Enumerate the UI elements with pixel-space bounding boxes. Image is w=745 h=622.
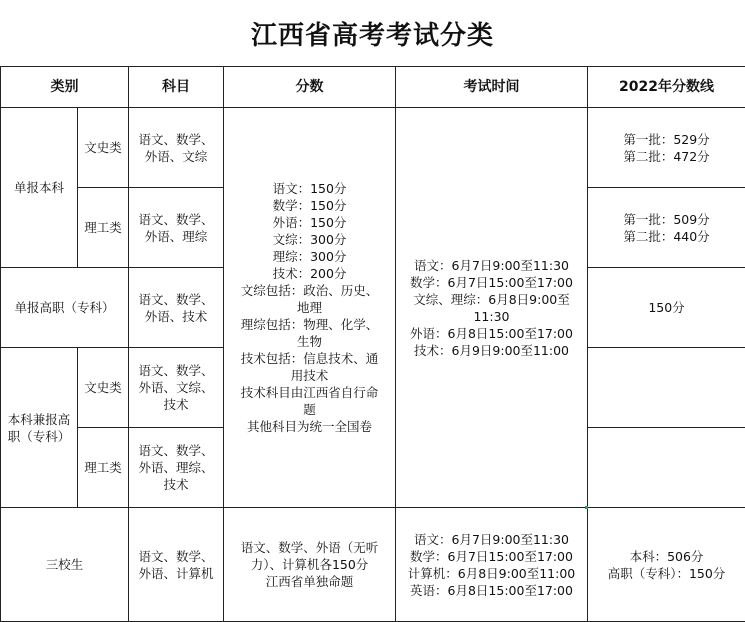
cutoff-cell-empty bbox=[588, 348, 745, 428]
table-row bbox=[1, 108, 745, 188]
exam-time-cell: 语文：6月7日9:00至11:30 数学：6月7日15:00至17:00 计算机：6月8日9:00至11:00 英语：6月8日15:00至17:00 bbox=[396, 508, 588, 622]
category-vocational-only: 单报高职（专科） bbox=[1, 268, 129, 348]
scores-cell: 语文、数学、外语（无听 力）、计算机各150分 江西省单独命题 bbox=[224, 508, 396, 622]
category-undergrad-only: 单报本科 bbox=[1, 108, 78, 268]
subcategory-arts: 文史类 bbox=[78, 108, 129, 188]
subjects-cell: 语文、数学、 外语、理综、 技术 bbox=[129, 428, 224, 508]
cutoff-cell: 本科：506分 高职（专科）：150分 bbox=[588, 508, 745, 622]
subjects-cell: 语文、数学、 外语、理综 bbox=[129, 188, 224, 268]
subjects-cell: 语文、数学、 外语、文综、 技术 bbox=[129, 348, 224, 428]
cutoff-cell: 第一批：529分 第二批：472分 bbox=[588, 108, 745, 188]
subcategory-science: 理工类 bbox=[78, 428, 129, 508]
header-category: 类别 bbox=[1, 67, 129, 108]
subjects-cell: 语文、数学、 外语、文综 bbox=[129, 108, 224, 188]
cutoff-cell: 150分 bbox=[588, 268, 745, 348]
header-subjects: 科目 bbox=[129, 67, 224, 108]
header-scores: 分数 bbox=[224, 67, 396, 108]
header-cutoff: 2022年分数线 bbox=[588, 67, 745, 108]
subjects-cell: 语文、数学、 外语、技术 bbox=[129, 268, 224, 348]
category-both: 本科兼报高 职（专科） bbox=[1, 348, 78, 508]
exam-classification-table bbox=[0, 66, 745, 622]
accent-mark bbox=[585, 506, 588, 509]
subcategory-science: 理工类 bbox=[78, 188, 129, 268]
exam-time-shared-cell: 语文：6月7日9:00至11:30 数学：6月7日15:00至17:00 文综、理综：6月8日9:00至 11:30 外语：6月8日15:00至17:00 技术：6月9日9:00至11:00 bbox=[396, 108, 588, 508]
cutoff-cell-empty bbox=[588, 428, 745, 508]
scores-shared-cell: 语文：150分 数学：150分 外语：150分 文综：300分 理综：300分 技术：200分 文综包括：政治、历史、 地理 理综包括：物理、化学、 生物 技术包括：信息技术、通 用技术 技术科目由江西省自行命 题 其他科目为统一全国卷 bbox=[224, 108, 396, 508]
table-row bbox=[1, 508, 745, 622]
page-title: 江西省高考考试分类 bbox=[250, 20, 494, 51]
subcategory-arts: 文史类 bbox=[78, 348, 129, 428]
subjects-cell: 语文、数学、 外语、计算机 bbox=[129, 508, 224, 622]
cutoff-cell: 第一批：509分 第二批：440分 bbox=[588, 188, 745, 268]
header-row bbox=[1, 67, 745, 108]
category-three-schools: 三校生 bbox=[1, 508, 129, 622]
header-exam-time: 考试时间 bbox=[396, 67, 588, 108]
